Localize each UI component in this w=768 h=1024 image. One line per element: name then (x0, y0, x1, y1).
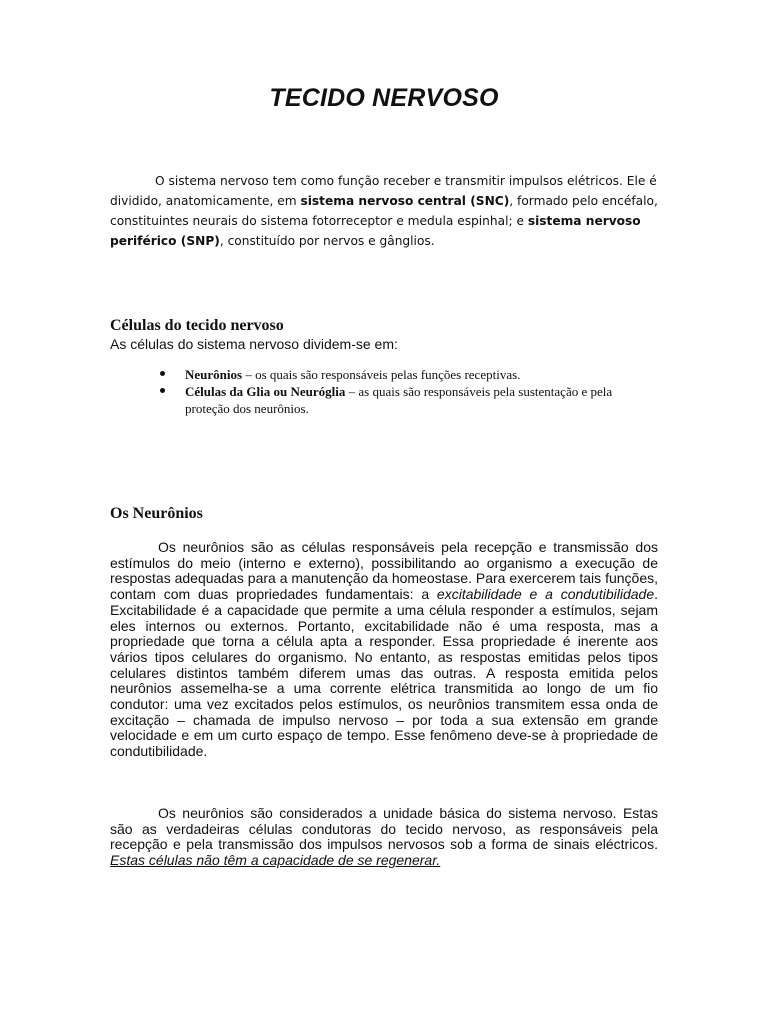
list-item-desc: – os quais são responsáveis pelas funções receptivas. (242, 367, 521, 382)
intro-bold-snp: sistema nervoso periférico (SNP) (110, 214, 641, 248)
p1-text-b: . Excitabilidade é a capacidade que permite a uma célula responder a estímulos, sejam eles internos ou externos. Portanto, excitabilidade não é uma resposta, mas a propriedade que torna a célula apta a responder. Essa propriedade é inerente aos vários tipos celulares do organismo. No entanto, as respostas emitidas pelos tipos celulares distintos também diferem umas das outras. A resposta emitida pelos neurônios assemelha-se a uma corrente elétrica transmitida ao longo de um fio condutor: uma vez excitados pelos estímulos, os neurônios transmitem essa onda de excitação – chamada de impulso nervoso – por toda a sua extensão em grande velocidade e em um curto espaço de tempo. Esse fenômeno deve-se à propriedade de condutibilidade. (110, 586, 658, 760)
cells-list (160, 366, 660, 417)
list-item (160, 383, 660, 417)
intro-text-3: , constituído por nervos e gânglios. (219, 234, 435, 248)
neurons-paragraph-1 (110, 540, 658, 760)
intro-text-2: , formado pelo encéfalo, constituintes neurais do sistema fotorreceptor e medula espinhal; e (110, 194, 658, 228)
list-item-term: Neurônios (185, 367, 243, 382)
p2-text-a: Os neurônios são considerados a unidade básica do sistema nervoso. Estas são as verdadeiras células condutoras do tecido nervoso, as responsáveis pela recepção e pela transmissão dos impulsos nervosos sob a forma de sinais eléctricos. (110, 805, 658, 853)
p1-text-a: Os neurônios são as células responsáveis pela recepção e transmissão dos estímulos do meio (interno e externo), possibilitando ao organismo a execução de respostas adequadas para a manutenção da homeostase. Para exercerem tais funções, contam com duas propriedades fundamentais: a (110, 539, 658, 603)
p2-underlined: Estas células não têm a capacidade de se regenerar. (110, 852, 441, 869)
intro-paragraph (110, 171, 658, 251)
cells-lead: As células do sistema nervoso dividem-se em: (110, 336, 398, 352)
p1-emphasis: excitabilidade e a condutibilidade (436, 586, 655, 603)
intro-text-1: O sistema nervoso tem como função receber e transmitir impulsos elétricos. Ele é dividido, anatomicamente, em (110, 174, 657, 208)
neurons-heading: Os Neurônios (110, 505, 203, 522)
bullet-icon (160, 388, 165, 393)
list-item-term: Células da Glia ou Neuróglia (185, 384, 346, 399)
list-item (160, 366, 660, 383)
bullet-icon (160, 371, 165, 376)
cells-heading: Células do tecido nervoso (110, 317, 284, 334)
page-title: TECIDO NERVOSO (269, 84, 499, 112)
list-item-desc: – as quais são responsáveis pela sustentação e pela proteção dos neurônios. (185, 384, 613, 416)
intro-bold-snc: sistema nervoso central (SNC) (300, 194, 510, 208)
neurons-paragraph-2 (110, 806, 658, 869)
